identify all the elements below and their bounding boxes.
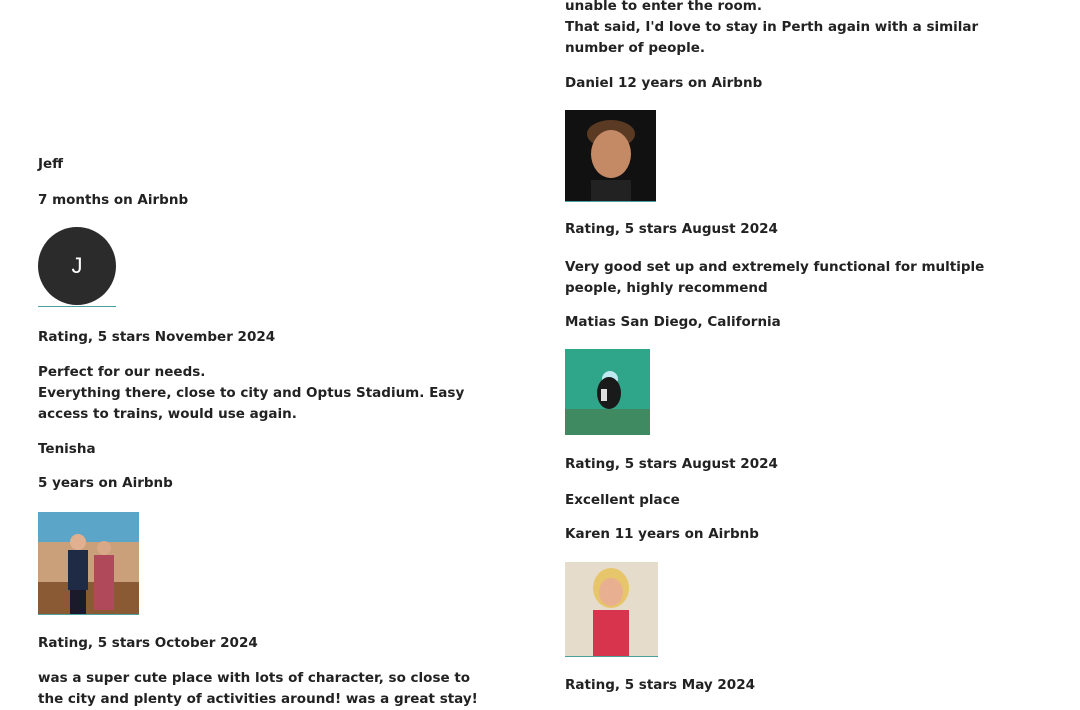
review-rating: Rating, 5 stars August 2024 bbox=[565, 221, 778, 237]
review-rating: Rating, 5 stars May 2024 bbox=[565, 677, 755, 693]
reviewer-name[interactable]: Jeff bbox=[38, 156, 64, 172]
review-text bbox=[565, 490, 1035, 511]
reviewer-name[interactable]: Tenisha bbox=[38, 441, 96, 457]
avatar-photo[interactable] bbox=[565, 110, 656, 201]
avatar-photo[interactable] bbox=[565, 562, 658, 656]
review-text bbox=[565, 257, 1035, 299]
review-text-line: Excellent place bbox=[565, 492, 680, 508]
avatar-photo[interactable] bbox=[565, 349, 650, 435]
reviewer-tenure: 5 years on Airbnb bbox=[38, 475, 173, 491]
review-rating: Rating, 5 stars August 2024 bbox=[565, 456, 778, 472]
avatar-focus-underline bbox=[565, 656, 658, 657]
avatar-focus-underline bbox=[38, 614, 139, 615]
reviewer-name[interactable]: Matias San Diego, California bbox=[565, 314, 781, 330]
avatar-photo[interactable] bbox=[38, 512, 139, 614]
review-text-line: Everything there, close to city and Optus Stadium. Easy access to trains, would use again. bbox=[38, 385, 465, 422]
reviewer-name[interactable]: Karen 11 years on Airbnb bbox=[565, 526, 759, 542]
review-text-line: was a super cute place with lots of character, so close to the city and plenty of activities around! was a great stay! bbox=[38, 670, 478, 707]
review-text-line: Very good set up and extremely functional for multiple people, highly recommend bbox=[565, 259, 985, 296]
review-rating: Rating, 5 stars November 2024 bbox=[38, 329, 276, 345]
avatar-focus-underline bbox=[38, 306, 116, 307]
reviewer-name[interactable]: Daniel 12 years on Airbnb bbox=[565, 75, 763, 91]
avatar-initial: J bbox=[71, 253, 83, 278]
avatar-focus-underline bbox=[565, 201, 656, 202]
review-rating: Rating, 5 stars October 2024 bbox=[38, 635, 258, 651]
review-text bbox=[38, 668, 498, 710]
review-text-line: Perfect for our needs. bbox=[38, 364, 206, 380]
review-text-line: unable to enter the room. bbox=[565, 0, 762, 14]
avatar[interactable] bbox=[38, 227, 116, 305]
review-text-line: That said, I'd love to stay in Perth again with a similar number of people. bbox=[565, 19, 979, 56]
reviewer-tenure: 7 months on Airbnb bbox=[38, 192, 189, 208]
review-text bbox=[565, 0, 1005, 59]
review-text bbox=[38, 362, 488, 425]
